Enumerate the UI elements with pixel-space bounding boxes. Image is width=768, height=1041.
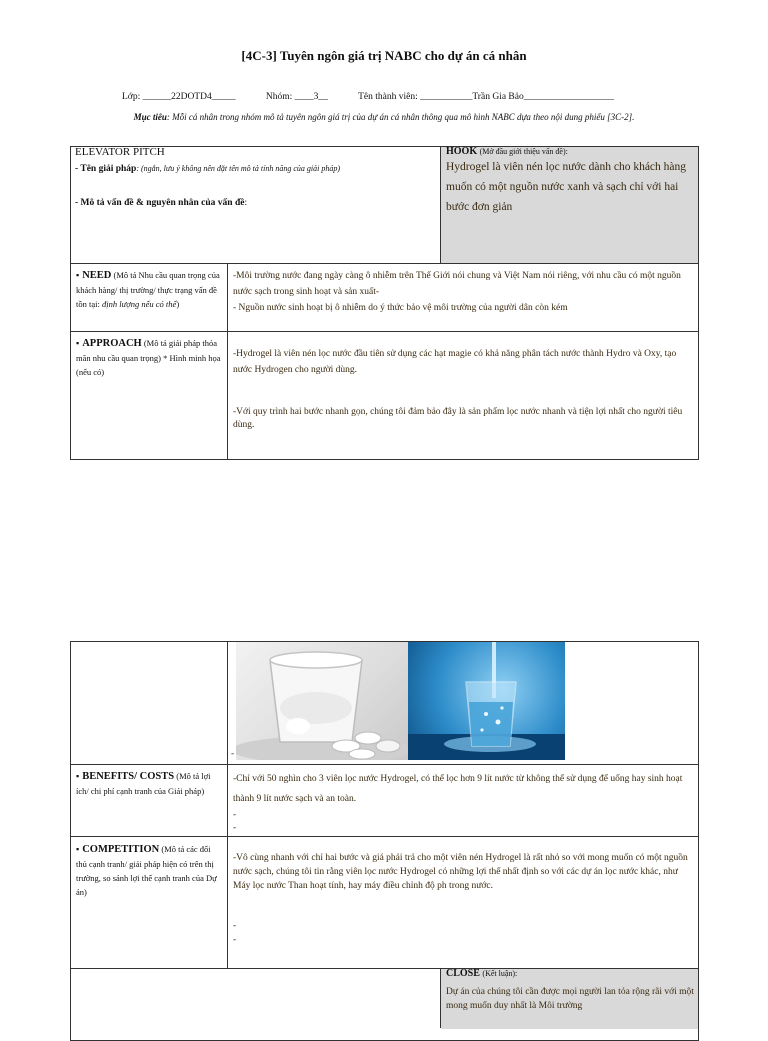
benefits-content-cell: -Chỉ với 50 nghìn cho 3 viên lọc nước Hydrogel, có thể lọc hơn 9 lít nước từ không thể sử dụng để uống hay sinh hoạt thành 9 lít nước sạch và an toàn. - - bbox=[233, 769, 693, 835]
solution-name-row: - Tên giải pháp: (ngắn, lưu ý không nên đặt tên mô tả tính năng của giải pháp) bbox=[75, 164, 341, 174]
approach-dash: - bbox=[231, 749, 235, 759]
competition-content-cell: -Vô cùng nhanh với chỉ hai bước và giá phải trả cho một viên nén Hydrogel là rất nhỏ so với mong muốn có một nguồn nước sạch, chúng tôi tin rằng viên lọc nước Hydrogel có những lợi thế nhất định so với các dự án lọc nước khác, như Máy lọc nước Than hoạt tính, hay máy điều chỉnh độ ph trong nước. - - bbox=[233, 851, 693, 947]
bullet-icon: ▪ bbox=[76, 771, 80, 781]
elevator-pitch-cell bbox=[75, 146, 435, 208]
group-field: Nhóm: ____3__ bbox=[265, 92, 328, 102]
hook-cell bbox=[446, 146, 694, 217]
page-title: [4C-3] Tuyên ngôn giá trị NABC cho dự án cá nhân bbox=[241, 48, 527, 63]
member-field: Tên thành viên: ___________Trần Gia Bảo___________________ bbox=[358, 92, 614, 102]
bullet-icon: ▪ bbox=[76, 338, 80, 348]
approach-para-1: -Hydrogel là viên nén lọc nước đầu tiên sử dụng các hạt magie có khả năng phân tách nước thành Hydro và Oxy, tạo nước Hydrogen cho người dùng. bbox=[233, 349, 677, 375]
water-glass-image bbox=[408, 642, 565, 760]
benefits-line-1: -Chỉ với 50 nghìn cho 3 viên lọc nước Hydrogel, có thể lọc hơn 9 lít nước từ không thể sử dụng để uống hay sinh hoạt thành 9 lít nước sạch và an toàn. bbox=[233, 774, 683, 804]
approach-content-cell bbox=[233, 346, 693, 432]
meta-line bbox=[122, 92, 642, 102]
close-text: Dự án của chúng tôi cần được mọi người lan tỏa rộng rãi với một mong muốn duy nhất là Môi trường bbox=[446, 987, 694, 1011]
hook-hint: (Mở đầu giới thiệu vấn đề): bbox=[479, 147, 568, 156]
need-label-cell: ▪ NEED (Mô tả Nhu cầu quan trọng của khách hàng/ thị trường/ thực trạng vấn đề tồn tại: định lượng nếu có thể) bbox=[76, 270, 220, 309]
hook-text: Hydrogel là viên nén lọc nước dành cho khách hàng muốn có một nguồn nước xanh và sạch chỉ với hai bước đơn giản bbox=[446, 161, 687, 213]
elevator-heading: ELEVATOR PITCH bbox=[75, 146, 165, 158]
bullet-icon: ▪ bbox=[76, 270, 80, 280]
class-field: Lớp: ______22DOTD4_____ bbox=[122, 92, 236, 102]
need-line-1: -Môi trường nước đang ngày càng ô nhiễm trên Thế Giới nói chung và Việt Nam nói riêng, với nhu cầu có một nguồn nước sạch trong sinh hoạt và sản xuất- bbox=[233, 271, 681, 297]
bullet-icon: ▪ bbox=[76, 844, 80, 854]
competition-label-cell: ▪ COMPETITION (Mô tả các đối thủ cạnh tranh/ giải pháp hiện có trên thị trường, so sánh lợi thế cạnh tranh của Dự án) bbox=[76, 844, 217, 897]
goal-line bbox=[0, 112, 768, 122]
close-hint: (Kết luận): bbox=[482, 969, 518, 978]
competition-line-1: -Vô cùng nhanh với chỉ hai bước và giá phải trả cho một viên nén Hydrogel là rất nhỏ so với mong muốn có một nguồn nước sạch, chúng tôi tin rằng viên lọc nước Hydrogel có những lợi thế nhất định so với các dự án lọc nước khác, như Máy lọc nước Than hoạt tính, hay máy điều chỉnh độ ph trong nước. bbox=[233, 853, 688, 891]
approach-label-cell: ▪ APPROACH (Mô tả giải pháp thỏa mãn nhu cầu quan trọng) * Hình minh họa (nếu có) bbox=[76, 338, 221, 377]
goal-text: : Mỗi cá nhân trong nhóm mô tả tuyên ngôn giá trị của dự án cá nhân thông qua mô hình NABC dựa theo nội dung phiếu [3C-2]. bbox=[166, 112, 635, 122]
need-line-2: - Nguồn nước sinh hoạt bị ô nhiễm do ý thức bảo vệ môi trường của người dân còn kém bbox=[233, 303, 568, 313]
tablet-glass-image bbox=[236, 642, 408, 760]
close-label: CLOSE bbox=[446, 968, 480, 979]
approach-para-2: -Với quy trình hai bước nhanh gọn, chúng tôi đảm bảo đây là sản phẩm lọc nước nhanh và tiện lợi nhất cho người tiêu dùng. bbox=[233, 407, 683, 430]
goal-label: Mục tiêu bbox=[133, 112, 167, 122]
problem-row: - Mô tả vấn đề & nguyên nhân của vấn đề: bbox=[75, 198, 248, 208]
close-cell bbox=[446, 968, 694, 1013]
need-content-cell bbox=[233, 268, 693, 316]
benefits-label-cell: ▪ BENEFITS/ COSTS (Mô tả lợi ích/ chi phí cạnh tranh của Giải pháp) bbox=[76, 771, 211, 796]
hook-label: HOOK bbox=[446, 146, 478, 157]
